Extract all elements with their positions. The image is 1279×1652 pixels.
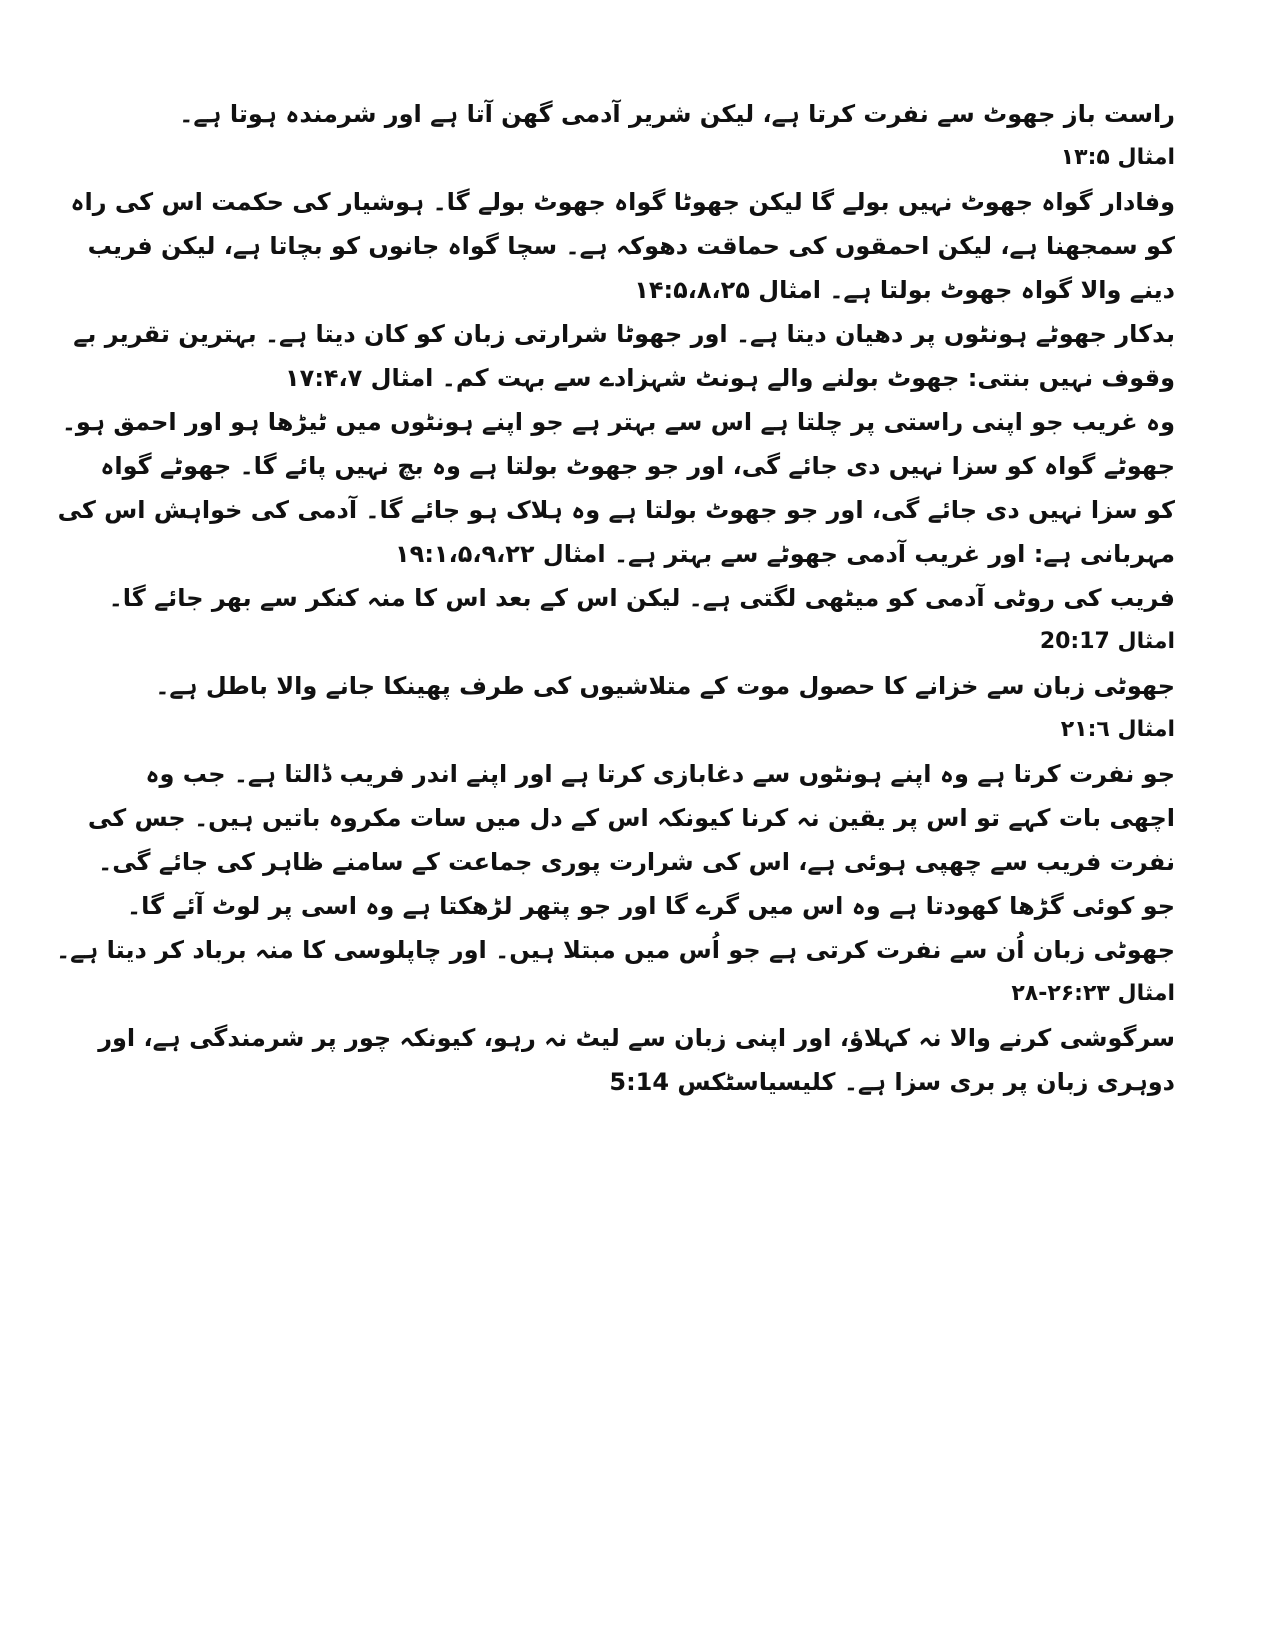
- text-line: سرگوشی کرنے والا نہ کہلاؤ، اور اپنی زبان سے لیٹ نہ رہو، کیونکہ چور پر شرمندگی ہے، اور: [98, 1024, 1175, 1052]
- verse-reference: امثال ۲۱:٦: [1060, 717, 1175, 742]
- verse-reference: امثال ۱۳:۵: [1060, 145, 1175, 170]
- text-line: دوہری زبان پر بری سزا ہے۔ کلیسیاسٹکس 5:14: [609, 1068, 1175, 1096]
- text-line: نفرت فریب سے چھپی ہوئی ہے، اس کی شرارت پوری جماعت کے سامنے ظاہر کی جائے گی۔: [98, 848, 1175, 876]
- document-page: [56, 92, 1175, 1104]
- text-line: جھوٹی زبان اُن سے نفرت کرتی ہے جو اُس میں مبتلا ہیں۔ اور چاپلوسی کا منہ برباد کر دیتا ہے۔: [56, 936, 1175, 964]
- verse-reference: امثال 20:17: [1039, 629, 1175, 654]
- verse-reference: امثال ۲۶:۲۳-۲۸: [1011, 981, 1175, 1006]
- paragraph-8: [98, 1016, 1175, 1104]
- paragraph-7: [56, 752, 1175, 1016]
- text-line: وفادار گواہ جھوٹ نہیں بولے گا لیکن جھوٹا گواہ جھوٹ بولے گا۔ ہوشیار کی حکمت اس کی راہ: [70, 188, 1175, 216]
- text-line: جو نفرت کرتا ہے وہ اپنے ہونٹوں سے دغابازی کرتا ہے اور اپنے اندر فریب ڈالتا ہے۔ جب وہ: [145, 760, 1175, 788]
- text-line: کو سمجھنا ہے، لیکن احمقوں کی حماقت دھوکہ ہے۔ سچا گواہ جانوں کو بچاتا ہے، لیکن فریب: [87, 232, 1175, 260]
- text-line: راست باز جھوٹ سے نفرت کرتا ہے، لیکن شریر آدمی گھن آتا ہے اور شرمندہ ہوتا ہے۔: [179, 100, 1175, 128]
- text-line: جھوٹی زبان سے خزانے کا حصول موت کے متلاشیوں کی طرف پھینکا جانے والا باطل ہے۔: [155, 672, 1175, 700]
- paragraph-6: [105, 664, 1175, 752]
- text-line: جھوٹے گواہ کو سزا نہیں دی جائے گی، اور جو جھوٹ بولتا ہے وہ بچ نہیں پائے گا۔ جھوٹے گواہ: [100, 452, 1175, 480]
- text-line: کو سزا نہیں دی جائے گی، اور جو جھوٹ بولتا ہے وہ ہلاک ہو جائے گا۔ آدمی کی خواہش اس کی: [57, 496, 1175, 524]
- paragraph-2: [70, 180, 1175, 312]
- text-line: مہربانی ہے: اور غریب آدمی جھوٹے سے بہتر ہے۔ امثال ۱۹:۱،۵،۹،۲۲: [395, 540, 1175, 568]
- text-line: وقوف نہیں بنتی: جھوٹ بولنے والے ہونٹ شہزادے سے بہت کم۔ امثال ۱۷:۴،۷: [285, 364, 1175, 392]
- text-line: اچھی بات کہے تو اس پر یقین نہ کرنا کیونکہ اس کے دل میں سات مکروہ باتیں ہیں۔ جس کی: [87, 804, 1175, 832]
- paragraph-1: [105, 92, 1175, 180]
- paragraph-3: [73, 312, 1175, 400]
- text-line: دینے والا گواہ جھوٹ بولتا ہے۔ امثال ۱۴:۵،۸،۲۵: [634, 276, 1175, 304]
- text-line: فریب کی روٹی آدمی کو میٹھی لگتی ہے۔ لیکن اس کے بعد اس کا منہ کنکر سے بھر جائے گا۔: [108, 584, 1175, 612]
- text-line: وہ غریب جو اپنی راستی پر چلتا ہے اس سے بہتر ہے جو اپنے ہونٹوں میں ٹیڑھا ہو اور احمق ہو۔: [61, 408, 1175, 436]
- paragraph-4: [57, 400, 1175, 576]
- text-line: بدکار جھوٹے ہونٹوں پر دھیان دیتا ہے۔ اور جھوٹا شرارتی زبان کو کان دیتا ہے۔ بہترین تقریر بے: [73, 320, 1175, 348]
- text-line: جو کوئی گڑھا کھودتا ہے وہ اس میں گرے گا اور جو پتھر لڑھکتا ہے وہ اسی پر لوٹ آئے گا۔: [127, 892, 1175, 920]
- paragraph-5: [105, 576, 1175, 664]
